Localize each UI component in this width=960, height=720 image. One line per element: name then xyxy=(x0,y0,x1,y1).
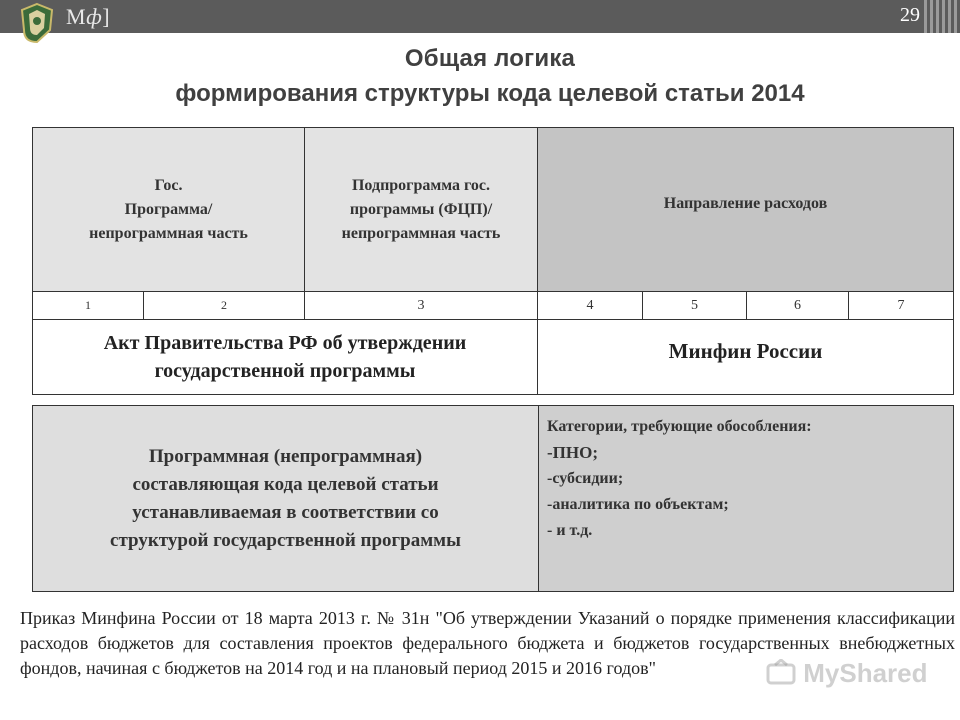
decorative-stripes xyxy=(924,0,960,33)
program-component-cell xyxy=(33,406,538,591)
header-subprogram-label: Подпрограмма гос. программы (ФЦП)/ непрограммная часть xyxy=(341,176,501,242)
category-item: -субсидии; xyxy=(547,470,624,487)
header-expense-direction xyxy=(538,122,953,285)
minfin-cell xyxy=(538,314,953,388)
column-number: 4 xyxy=(586,297,594,313)
brand-logo: Мф] xyxy=(66,4,111,29)
category-item: -аналитика по объектам; xyxy=(547,496,729,513)
header-expense-direction-label: Направление расходов xyxy=(663,194,828,212)
government-act-cell xyxy=(33,320,537,394)
top-bar xyxy=(0,0,960,33)
watermark-icon xyxy=(766,659,796,685)
program-component-text xyxy=(33,406,538,591)
minfin-text: Минфин России xyxy=(668,338,823,363)
column-number: 7 xyxy=(897,297,905,313)
emblem-icon xyxy=(18,2,56,44)
column-number: 1 xyxy=(85,298,91,312)
header-gos-program xyxy=(33,128,304,291)
page-number: 29 xyxy=(900,4,920,26)
program-component-box xyxy=(32,405,954,592)
header-gos-program-label: Гос. Программа/ непрограммная часть xyxy=(89,176,248,242)
column-number: 2 xyxy=(221,298,227,312)
slide-title-line2: формирования структуры кода целевой статьи 2014 xyxy=(175,80,805,107)
categories-heading: Категории, требующие обособления: xyxy=(547,418,812,435)
categories-cell xyxy=(539,406,953,591)
column-number: 5 xyxy=(691,297,698,313)
order-reference-text: Приказ Минфина России от 18 марта 2013 г. № 31н "Об утверждении Указаний о порядке применения классификации расходов бюджетов для составления проектов федерального бюджета и бюджетов государственных внебюджетных фондов, начиная с бюджетов на 2014 год и на плановый период 2015 и 2016 годов" xyxy=(20,608,955,678)
header-subprogram xyxy=(305,128,537,291)
column-number: 3 xyxy=(417,297,425,313)
government-act-text: Акт Правительства РФ об утверждении государственной программы xyxy=(103,332,467,382)
program-component-label: Программная (непрограммная) составляющая кода целевой статьи устанавливаемая в соответствии со структурой государственной программы xyxy=(110,445,461,551)
category-item: -ПНО; xyxy=(547,443,598,462)
watermark xyxy=(766,658,928,689)
column-number: 6 xyxy=(794,297,801,313)
watermark-text: MyShared xyxy=(803,658,928,688)
code-structure-table xyxy=(32,127,954,395)
slide-title-line1: Общая логика xyxy=(404,45,576,72)
categories-list xyxy=(547,414,812,544)
category-item: - и т.д. xyxy=(547,522,593,539)
